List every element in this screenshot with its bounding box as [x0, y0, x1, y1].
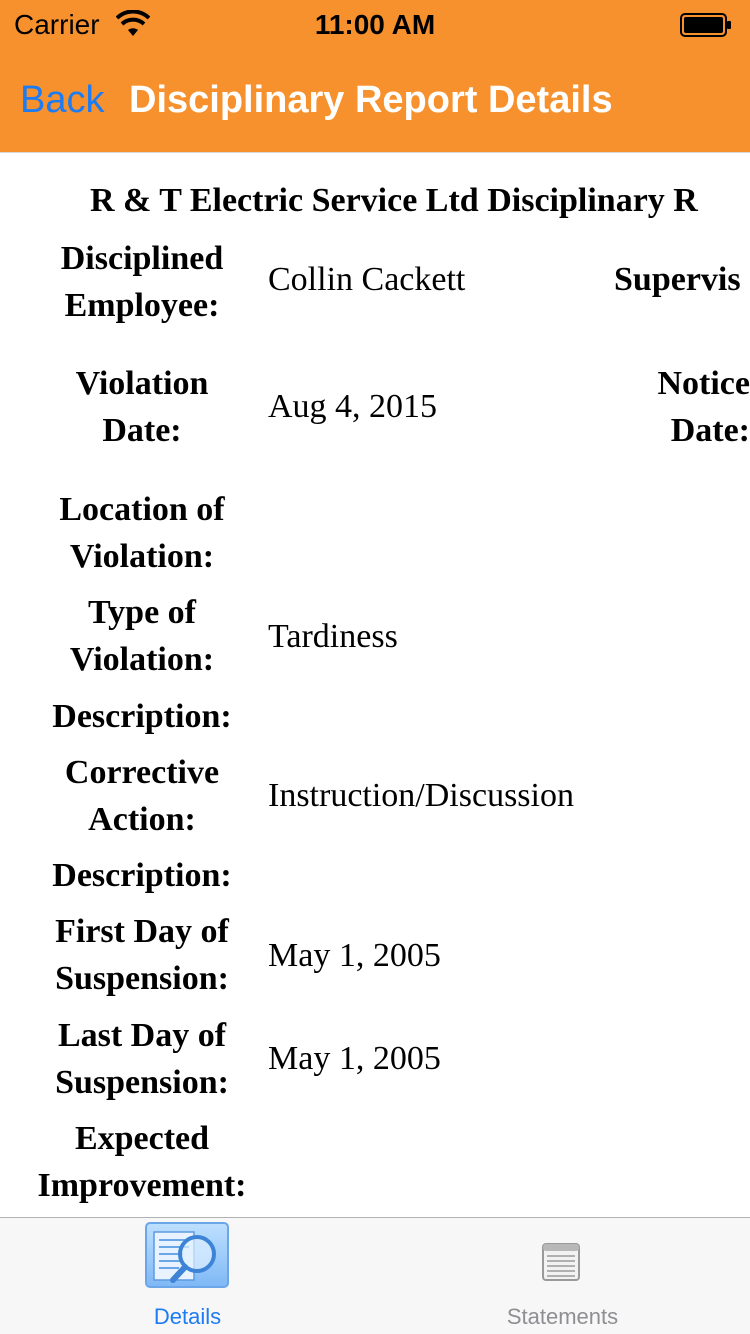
first-day-of-suspension-label: First Day of Suspension:	[55, 913, 229, 997]
tab-details-label: Details	[153, 1304, 222, 1329]
violation-date-label: Violation Date:	[75, 365, 209, 449]
supervisor-label: Supervis	[614, 261, 741, 298]
type-of-violation-label: Type of Violation:	[69, 594, 215, 678]
violation-date-value: Aug 4, 2015	[268, 388, 438, 425]
location-of-violation-label: Location of Violation:	[59, 491, 225, 575]
corrective-action-value: Instruction/Discussion	[268, 777, 574, 814]
page-title: Disciplinary Report Details	[129, 79, 613, 121]
notice-date-label: Notice Date:	[657, 365, 750, 449]
status-bar	[0, 0, 750, 50]
magnifier-document-icon	[145, 1222, 229, 1288]
tab-bar	[0, 1217, 750, 1334]
navigation-header	[0, 0, 750, 153]
list-document-icon	[541, 1242, 581, 1282]
disciplined-employee-label: Disciplined Employee:	[60, 240, 224, 324]
report-title: R & T Electric Service Ltd Disciplinary R	[90, 182, 698, 219]
tab-statements[interactable]	[375, 1218, 750, 1334]
status-time: 11:00 AM	[314, 9, 436, 40]
report-content[interactable]	[0, 153, 750, 1217]
battery-icon	[680, 13, 732, 37]
description-label: Description:	[52, 698, 232, 735]
tab-statements-label: Statements	[506, 1304, 619, 1329]
disciplined-employee-value: Collin Cackett	[268, 261, 466, 298]
last-day-of-suspension-value: May 1, 2005	[268, 1040, 441, 1077]
tab-details[interactable]	[0, 1218, 375, 1334]
type-of-violation-value: Tardiness	[268, 618, 398, 655]
back-button[interactable]: Back	[20, 79, 105, 121]
last-day-of-suspension-label: Last Day of Suspension:	[55, 1017, 229, 1101]
corrective-action-label: Corrective Action:	[64, 754, 220, 838]
expected-improvement-label: Expected Improvement:	[37, 1120, 247, 1204]
corrective-description-label: Description:	[52, 857, 232, 894]
carrier-name: Carrier	[14, 9, 100, 40]
first-day-of-suspension-value: May 1, 2005	[268, 937, 441, 974]
